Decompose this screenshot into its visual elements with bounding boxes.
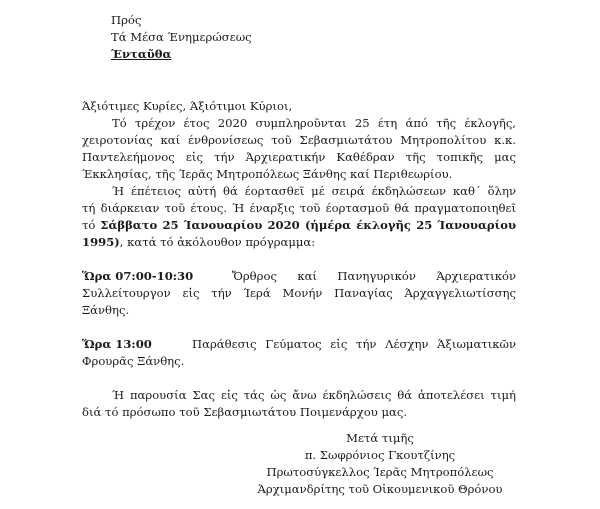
signature-title-1: Πρωτοσύγκελλος Ίερᾶς Μητροπόλεως	[266, 465, 494, 479]
paragraph2-line2: τή διάρκειαν τοῦ έτους. Ή έναρξις τοῦ έορτασμοῦ θά πραγματοποιηθεῖ	[82, 201, 516, 215]
event-year-text: 1995)	[82, 235, 120, 249]
header-recipient: Τά Μέσα Ένημερώσεως	[111, 30, 252, 44]
program-item-1-line3: Ξάνθης.	[82, 303, 130, 317]
signature-name: π. Σωφρόνιος Γκουτζίνης	[304, 448, 456, 462]
program-item-2-line2: Φρουρᾶς Ξάνθης.	[82, 354, 185, 368]
program-item-2-text-1: Παράθεσις Γεύματος εἰς τήν Λέσχην Άξιωματικῶν	[192, 337, 516, 351]
paragraph1-line3: Παντελεήμονος εἰς τήν Άρχιερατικήν Καθέδραν τῆς τοπικῆς μας	[82, 150, 516, 164]
closing-line2: διά τό πρόσωπο τοῦ Σεβασμιωτάτου Ποιμενάρχου μας.	[82, 405, 408, 419]
program-item-1-time: Ὥρα 07:00-10:30	[82, 269, 194, 283]
paragraph2-line1: Ή έπέτειος αὐτή θά έορτασθεῖ μέ σειρά έκδηλώσεων καθ΄ ὅλην	[112, 184, 516, 198]
program-item-1-line2: Συλλείτουργον εἰς τήν Ίερά Μονήν Παναγίας Άρχαγγελιωτίσσης	[82, 286, 516, 300]
signature-title-2: Άρχιμανδρίτης τοῦ Οἰκουμενικοῦ Θρόνου	[257, 482, 503, 496]
paragraph1-line2: χειροτονίας καί ένθρονίσεως τοῦ Σεβασμιωτάτου Μητροπολίτου κ.κ.	[82, 133, 516, 147]
event-date-text: Σάββατο 25 Ίανουαρίου 2020 (ἡμέρα έκλογῆς 25 Ίανουαρίου	[100, 218, 516, 232]
program-item-2-line1	[82, 336, 516, 353]
paragraph1-line1: Τό τρέχον έτος 2020 συμπληροῦνται 25 έτη άπό τῆς έκλογῆς,	[112, 116, 516, 130]
signature-greeting: Μετά τιμῆς	[346, 431, 414, 445]
paragraph2-line3-pre: τό	[82, 218, 101, 232]
paragraph2-line4-post: , κατά τό ἀκόλουθον πρόγραμμα:	[119, 235, 316, 249]
paragraph1-line4: Έκκλησίας, τῆς Ίερᾶς Μητροπόλεως Ξάνθης καί Περιθεωρίου.	[82, 167, 453, 181]
header-to: Πρός	[111, 13, 142, 27]
paragraph2-line4	[82, 234, 315, 251]
program-item-2-time: Ὥρα 13:00	[82, 337, 152, 351]
closing-line1: Ή παρουσία Σας εἰς τάς ὡς ἄνω έκδηλώσεις θά ἀποτελέσει τιμή	[112, 388, 516, 402]
salutation: Άξιότιμες Κυρίες, Άξιότιμοι Κύριοι,	[82, 99, 293, 113]
program-item-1-text-1: Ὄρθρος καί Πανηγυρικόν Άρχιερατικόν	[232, 269, 516, 283]
program-item-1-line1	[82, 268, 516, 285]
paragraph2-line3	[82, 217, 516, 234]
header-location: Ένταῦθα	[111, 47, 172, 61]
